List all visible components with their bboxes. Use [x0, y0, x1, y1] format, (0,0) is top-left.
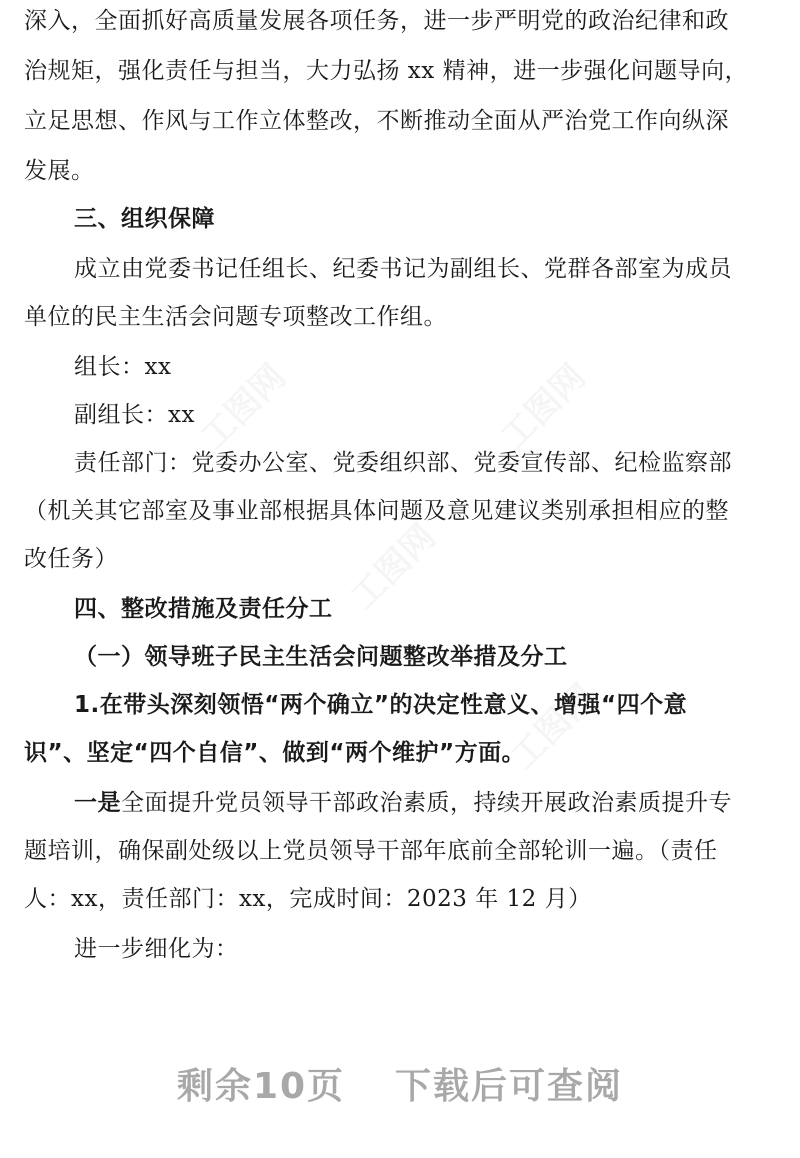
refine-line: 进一步细化为： — [74, 936, 239, 962]
paragraph-line: 深入，全面抓好高质量发展各项任务，进一步严明党的政治纪律和政 — [24, 8, 729, 34]
point-text: 全面提升党员领导干部政治素质，持续开展政治素质提升专 — [121, 790, 732, 816]
remaining-pages-label: 剩余10页 — [176, 1066, 346, 1107]
paragraph-line: 人：xx，责任部门：xx，完成时间：2023 年 12 月） — [24, 886, 592, 912]
item-heading-line: 1.在带头深刻领悟“两个确立”的决定性意义、增强“四个意 — [74, 692, 688, 718]
watermark-text: 工图网 — [493, 356, 594, 458]
paragraph-line: 题培训，确保副处级以上党员领导干部年底前全部轮训一遍。（责任 — [24, 838, 718, 864]
paragraph-line: 发展。 — [24, 158, 95, 184]
watermark-text: 工图网 — [503, 676, 604, 778]
group-leader-line: 组长：xx — [74, 354, 172, 380]
download-prompt-banner[interactable] — [0, 1058, 800, 1109]
point-line — [74, 788, 732, 818]
section-heading-measures: 四、整改措施及责任分工 — [74, 596, 333, 622]
watermark-text: 工图网 — [193, 356, 294, 458]
section-heading-organization: 三、组织保障 — [74, 206, 215, 232]
point-lead: 一是 — [74, 790, 121, 816]
deputy-leader-line: 副组长：xx — [74, 402, 195, 428]
watermark-text: 工图网 — [343, 516, 444, 618]
subsection-heading: （一）领导班子民主生活会问题整改举措及分工 — [74, 644, 568, 670]
item-heading-line: 识”、坚定“四个自信”、做到“两个维护”方面。 — [24, 740, 526, 766]
paragraph-line: 治规矩，强化责任与担当，大力弘扬 xx 精神，进一步强化问题导向， — [24, 58, 749, 84]
responsible-dept-line: 责任部门：党委办公室、党委组织部、党委宣传部、纪检监察部 — [74, 450, 732, 476]
paragraph-line: 改任务） — [24, 546, 118, 572]
paragraph-line: 单位的民主生活会问题专项整改工作组。 — [24, 304, 447, 330]
paragraph-line: 成立由党委书记任组长、纪委书记为副组长、党群各部室为成员 — [74, 256, 732, 282]
download-to-view-label: 下载后可查阅 — [395, 1066, 624, 1107]
paragraph-line: 立足思想、作风与工作立体整改，不断推动全面从严治党工作向纵深 — [24, 108, 729, 134]
paragraph-line: （机关其它部室及事业部根据具体问题及意见建议类别承担相应的整 — [24, 498, 729, 524]
